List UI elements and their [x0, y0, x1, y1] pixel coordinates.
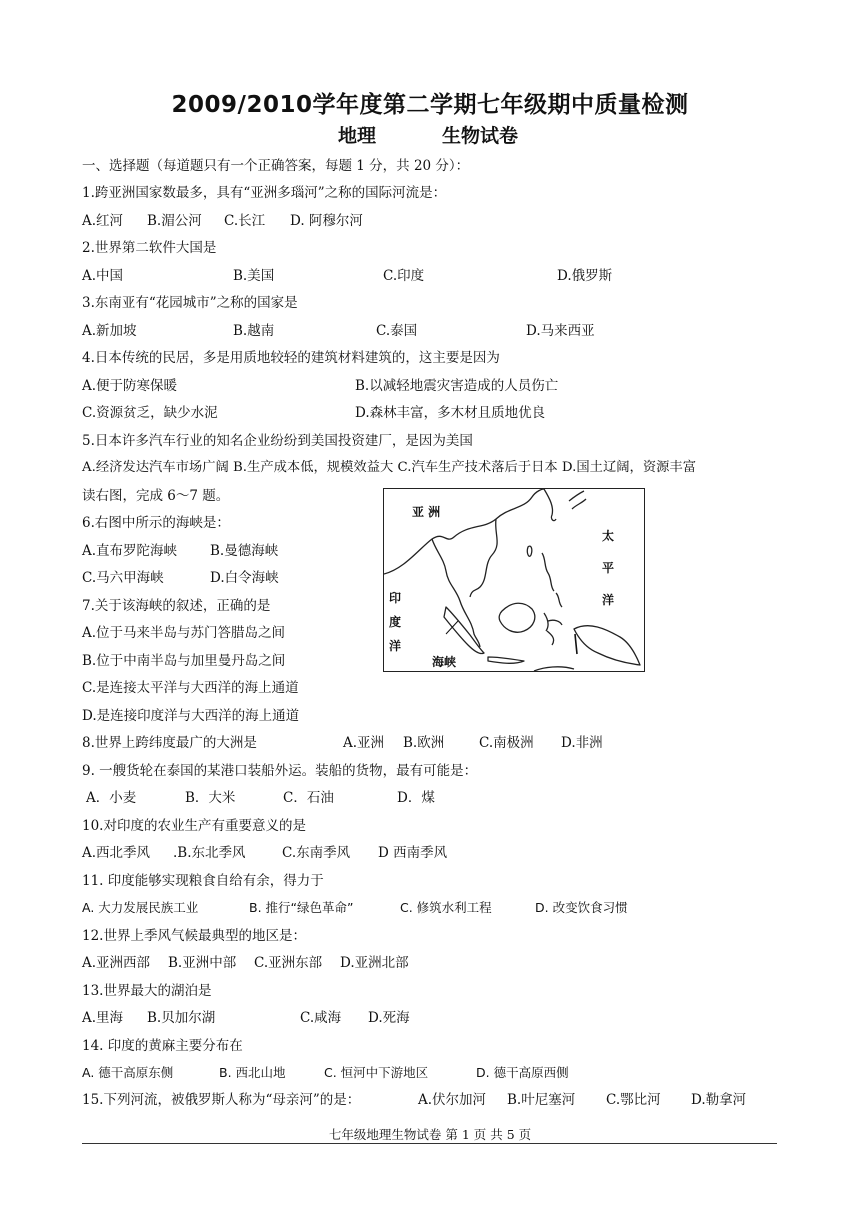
- question-2-option-c: C.印度: [383, 268, 425, 284]
- question-14-option-d: D. 德干高原西侧: [476, 1065, 569, 1080]
- read-map-instruction: 读右图，完成 6～7 题。: [82, 488, 230, 504]
- question-11-option-c: C. 修筑水利工程: [400, 900, 492, 915]
- subtitle-subject-geography: 地理: [338, 125, 377, 147]
- map-label-pacific-1: 太: [602, 529, 615, 543]
- question-14-option-c: C. 恒河中下游地区: [324, 1065, 429, 1080]
- question-14-stem: 14. 印度的黄麻主要分布在: [82, 1038, 243, 1054]
- question-6-option-a: A.直布罗陀海峡: [82, 543, 178, 559]
- map-label-pacific-2: 平: [602, 561, 615, 575]
- question-8-option-c: C.南极洲: [479, 735, 534, 751]
- question-15-option-c: C.鄂比河: [606, 1092, 661, 1108]
- question-11-option-a: A. 大力发展民族工业: [82, 900, 199, 915]
- subtitle-subject-biology: 生物试卷: [442, 125, 519, 147]
- question-9-option-d: D．煤: [397, 790, 435, 806]
- map-label-pacific-3: 洋: [602, 593, 615, 607]
- question-4-option-b: B.以减轻地震灾害造成的人员伤亡: [355, 378, 559, 394]
- question-9-option-b: B．大米: [185, 790, 236, 806]
- footer-divider: [82, 1143, 777, 1144]
- question-2-option-a: A.中国: [82, 268, 124, 284]
- question-13-option-b: B.贝加尔湖: [147, 1010, 216, 1026]
- question-12-stem: 12.世界上季风气候最典型的地区是：: [82, 928, 306, 944]
- map-label-indian-1: 印: [389, 591, 402, 605]
- question-8-option-d: D.非洲: [561, 735, 603, 751]
- question-3-option-c: C.泰国: [376, 323, 418, 339]
- question-11-stem: 11. 印度能够实现粮食自给有余，得力于: [82, 873, 324, 889]
- question-2-option-d: D.俄罗斯: [557, 268, 613, 284]
- question-3-option-a: A.新加坡: [82, 323, 137, 339]
- exam-title: 2009/2010学年度第二学期七年级期中质量检测: [171, 92, 689, 118]
- question-3-option-d: D.马来西亚: [526, 323, 595, 339]
- question-13-stem: 13.世界最大的湖泊是: [82, 983, 212, 999]
- question-6-option-d: D.白令海峡: [210, 570, 279, 586]
- question-9-option-a: A．小麦: [86, 790, 137, 806]
- question-11-option-d: D. 改变饮食习惯: [535, 900, 628, 915]
- question-6-option-b: B.曼德海峡: [210, 543, 279, 559]
- question-6-stem: 6.右图中所示的海峡是：: [82, 515, 230, 531]
- question-5-stem: 5.日本许多汽车行业的知名企业纷纷到美国投资建厂，是因为美国: [82, 433, 473, 449]
- question-4-option-a: A.便于防寒保暖: [82, 378, 178, 394]
- question-15-option-a: A.伏尔加河: [418, 1092, 487, 1108]
- question-8-option-b: B.欧洲: [403, 735, 445, 751]
- question-8-stem: 8.世界上跨纬度最广的大洲是: [82, 735, 257, 751]
- southeast-asia-map: [383, 488, 645, 672]
- question-12-option-a: A.亚洲西部: [82, 955, 151, 971]
- question-8-option-a: A.亚洲: [343, 735, 385, 751]
- question-9-stem: 9. 一艘货轮在泰国的某港口装船外运。装船的货物，最有可能是：: [82, 763, 478, 779]
- question-10-option-d: D 西南季风: [378, 845, 448, 861]
- page-footer: 七年级地理生物试卷 第 1 页 共 5 页: [328, 1127, 532, 1142]
- question-7-option-d: D.是连接印度洋与大西洋的海上通道: [82, 708, 300, 724]
- question-1-option-d: D. 阿穆尔河: [290, 213, 363, 229]
- map-label-indian-2: 度: [389, 615, 402, 629]
- question-5-options: A.经济发达汽车市场广阔 B.生产成本低，规模效益大 C.汽车生产技术落后于日本 D.国土辽阔，资源丰富: [82, 460, 697, 475]
- question-11-option-b: B. 推行“绿色革命”: [249, 900, 354, 915]
- question-1-option-c: C.长江: [224, 213, 266, 229]
- map-label-indian-3: 洋: [389, 639, 402, 653]
- question-13-option-c: C.咸海: [300, 1010, 342, 1026]
- question-2-stem: 2.世界第二软件大国是: [82, 240, 217, 256]
- question-7-stem: 7.关于该海峡的叙述，正确的是: [82, 598, 271, 614]
- question-7-option-b: B.位于中南半岛与加里曼丹岛之间: [82, 653, 286, 669]
- question-1-option-a: A.红河: [82, 213, 124, 229]
- question-7-option-c: C.是连接太平洋与大西洋的海上通道: [82, 680, 299, 696]
- question-1-option-b: B.湄公河: [147, 213, 202, 229]
- question-10-option-a: A.西北季风: [82, 845, 151, 861]
- question-10-option-c: C.东南季风: [282, 845, 351, 861]
- question-4-option-d: D.森林丰富，多木材且质地优良: [355, 405, 546, 421]
- question-2-option-b: B.美国: [233, 268, 275, 284]
- question-13-option-a: A.里海: [82, 1010, 124, 1026]
- map-label-asia: 亚 洲: [412, 505, 441, 519]
- question-3-stem: 3.东南亚有“花园城市”之称的国家是: [82, 295, 298, 311]
- question-9-option-c: C．石油: [283, 790, 334, 806]
- map-label-strait: 海峡: [432, 655, 457, 669]
- question-14-option-b: B. 西北山地: [219, 1065, 286, 1080]
- question-4-option-c: C.资源贫乏，缺少水泥: [82, 405, 218, 421]
- question-12-option-b: B.亚洲中部: [168, 955, 237, 971]
- question-13-option-d: D.死海: [368, 1010, 410, 1026]
- question-15-stem: 15.下列河流，被俄罗斯人称为“母亲河”的是：: [82, 1092, 361, 1108]
- question-15-option-d: D.勒拿河: [691, 1092, 747, 1108]
- question-15-option-b: B.叶尼塞河: [507, 1092, 576, 1108]
- question-4-stem: 4.日本传统的民居，多是用质地较轻的建筑材料建筑的，这主要是因为: [82, 350, 500, 366]
- question-10-option-b: .B.东北季风: [173, 845, 246, 861]
- question-14-option-a: A. 德干高原东侧: [82, 1065, 174, 1080]
- question-10-stem: 10.对印度的农业生产有重要意义的是: [82, 818, 306, 834]
- question-7-option-a: A.位于马来半岛与苏门答腊岛之间: [82, 625, 286, 641]
- question-12-option-d: D.亚洲北部: [340, 955, 409, 971]
- question-6-option-c: C.马六甲海峡: [82, 570, 164, 586]
- question-3-option-b: B.越南: [233, 323, 275, 339]
- question-1-stem: 1.跨亚洲国家数最多，具有“亚洲多瑙河”之称的国际河流是：: [82, 185, 447, 201]
- question-12-option-c: C.亚洲东部: [254, 955, 323, 971]
- section-heading: 一、选择题（每道题只有一个正确答案，每题 1 分，共 20 分）：: [82, 158, 470, 174]
